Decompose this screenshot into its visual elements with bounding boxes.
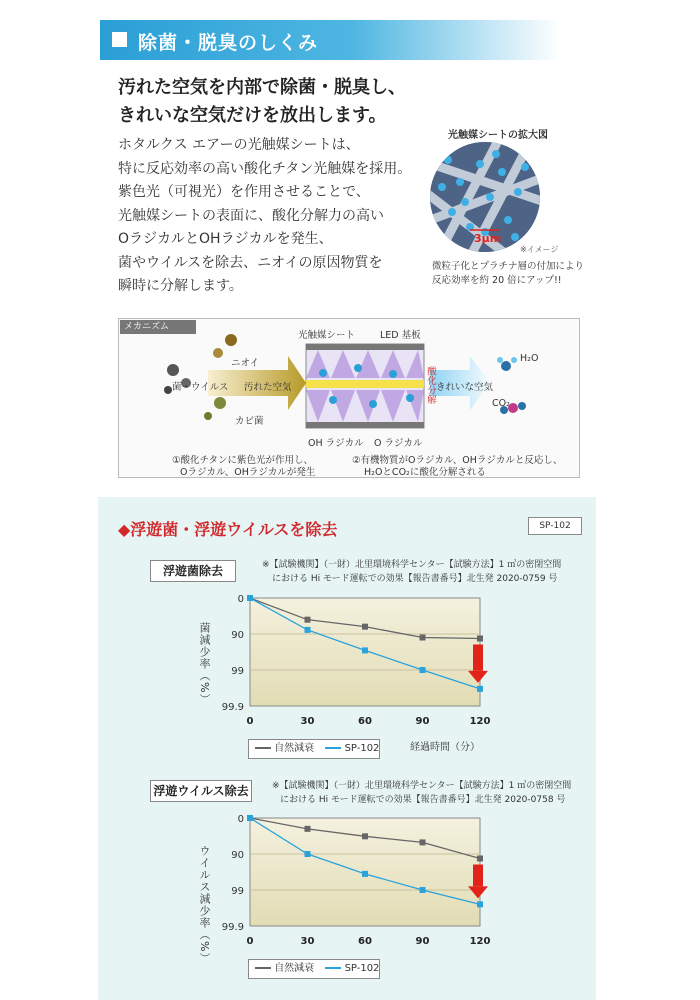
x-tick-label: 0 [246,716,254,727]
h2o-label: H₂O [520,353,539,364]
model-badge: SP-102 [528,517,582,535]
body-text [118,134,418,299]
odor-label: ニオイ [231,358,260,369]
y-tick-label: 90 [231,630,244,641]
lead-text [118,74,478,130]
chart1-xlabel: 経過時間（分） [410,742,480,753]
series-point-product [305,851,311,857]
x-tick-label: 0 [246,936,254,947]
legend-natural-label: 自然減衰 [274,963,315,974]
step1-line1: ①酸化チタンに紫色光が作用し、 [172,455,314,466]
x-tick-label: 90 [415,936,430,947]
series-point-natural [362,833,368,839]
decompose-label: 酸化分解 [425,366,436,404]
chart1-note-line2: における Hi モード運転での効果【報告書番号】北生発 2020-0759 号 [272,574,558,584]
chart1-label: 浮遊菌除去 [150,560,236,582]
panel-title: ◆浮遊菌・浮遊ウイルスを除去 [118,520,338,539]
section-header [100,20,560,60]
mechanism-tag: メカニズム [120,320,196,334]
chart2-note-line2: における Hi モード運転での効果【報告書番号】北生発 2020-0758 号 [280,795,566,805]
step2-line2: H₂OとCO₂に酸化分解される [364,467,486,478]
y-tick-label: 99.9 [221,922,244,933]
series-point-product [247,595,253,601]
lead-line: 汚れた空気を内部で除菌・脱臭し、 [118,77,406,98]
mold-label: カビ菌 [235,416,264,427]
led-label: LED 基板 [380,330,421,341]
scale-label: 3μm [474,232,502,245]
series-point-natural [477,855,483,861]
legend-product-label: SP-102 [344,743,380,754]
chart2-plot [220,808,510,958]
legend-product-line-icon [325,967,341,969]
legend-natural-label: 自然減衰 [274,743,315,754]
dirty-air-label: 汚れた空気 [244,382,292,393]
legend-natural-line-icon [255,967,271,969]
body-line: 菌やウイルスを除去、ニオイの原因物質を [118,254,383,271]
section-title: 除菌・脱臭のしくみ [138,32,319,54]
fiber-illustration [430,142,540,252]
chart1-note-line1: ※【試験機関】（一財）北里環境科学センター【試験方法】1 ㎥の密閉空間 [262,560,562,570]
legend-product-line-icon [325,747,341,749]
magnified-title: 光触媒シートの拡大図 [448,130,548,141]
body-line: 光触媒シートの表面に、酸化分解力の高い [118,207,384,224]
germ-label: 菌・ウイルス [172,382,229,393]
body-line: 特に反応効率の高い酸化チタン光触媒を採用。 [118,160,412,177]
caption-line: 微粒子化とプラチナ層の付加により [432,261,585,272]
x-tick-label: 30 [300,716,315,727]
series-point-product [362,647,368,653]
y-tick-label: 0 [237,594,244,605]
chart1-ylabel: 菌減少率（%） [198,622,211,706]
clean-air-label: きれいな空気 [436,382,494,393]
x-tick-label: 120 [469,716,491,727]
series-point-product [477,901,483,907]
square-bullet-icon [112,32,127,47]
legend-natural-line-icon [255,747,271,749]
step1-line2: Oラジカル、OHラジカルが発生 [180,467,316,478]
y-tick-label: 99 [231,666,244,677]
body-line: 紫色光（可視光）を作用させることで、 [118,184,370,200]
magnified-image [430,142,540,252]
legend-product-label: SP-102 [344,963,380,974]
x-tick-label: 60 [358,716,372,727]
o-radical-label: O ラジカル [374,438,423,449]
series-point-product [477,686,483,692]
series-point-natural [420,634,426,640]
chart2-note-line1: ※【試験機関】（一財）北里環境科学センター【試験方法】1 ㎥の密閉空間 [272,781,572,791]
series-point-product [362,871,368,877]
y-tick-label: 90 [231,850,244,861]
image-note: ※イメージ [520,245,559,254]
x-tick-label: 60 [358,936,372,947]
y-tick-label: 99 [231,886,244,897]
series-point-natural [362,624,368,630]
series-point-product [247,815,253,821]
series-point-natural [420,839,426,845]
chart2-label: 浮遊ウイルス除去 [150,780,252,802]
lead-line: きれいな空気だけを放出します。 [118,105,387,126]
chart1-legend [248,739,380,759]
body-line: OラジカルとOHラジカルを発生、 [118,231,333,247]
step2-line1: ②有機物質がOラジカル、OHラジカルと反応し、 [352,455,563,466]
caption-line: 反応効率を約 20 倍にアップ!! [432,275,562,286]
chart2-legend [248,959,380,979]
x-tick-label: 90 [415,716,430,727]
x-tick-label: 30 [300,936,315,947]
y-tick-label: 0 [237,814,244,825]
series-point-natural [305,826,311,832]
reduction-arrow-shaft-icon [473,644,483,670]
series-point-natural [305,617,311,623]
x-tick-label: 120 [469,936,491,947]
series-point-product [420,667,426,673]
y-tick-label: 99.9 [221,702,244,713]
series-point-natural [477,635,483,641]
body-line: ホタルクス エアーの光触媒シートは、 [118,137,360,153]
sheet-label: 光触媒シート [298,330,356,341]
oh-radical-label: OH ラジカル [308,438,364,449]
series-point-product [305,627,311,633]
co2-label: CO₂ [492,398,510,409]
series-point-product [420,887,426,893]
chart1-plot [220,588,510,738]
chart2-ylabel: ウイルス減少率（%） [198,845,211,965]
magnified-caption [432,260,602,288]
body-line: 瞬時に分解します。 [118,278,243,294]
reduction-arrow-shaft-icon [473,864,483,886]
